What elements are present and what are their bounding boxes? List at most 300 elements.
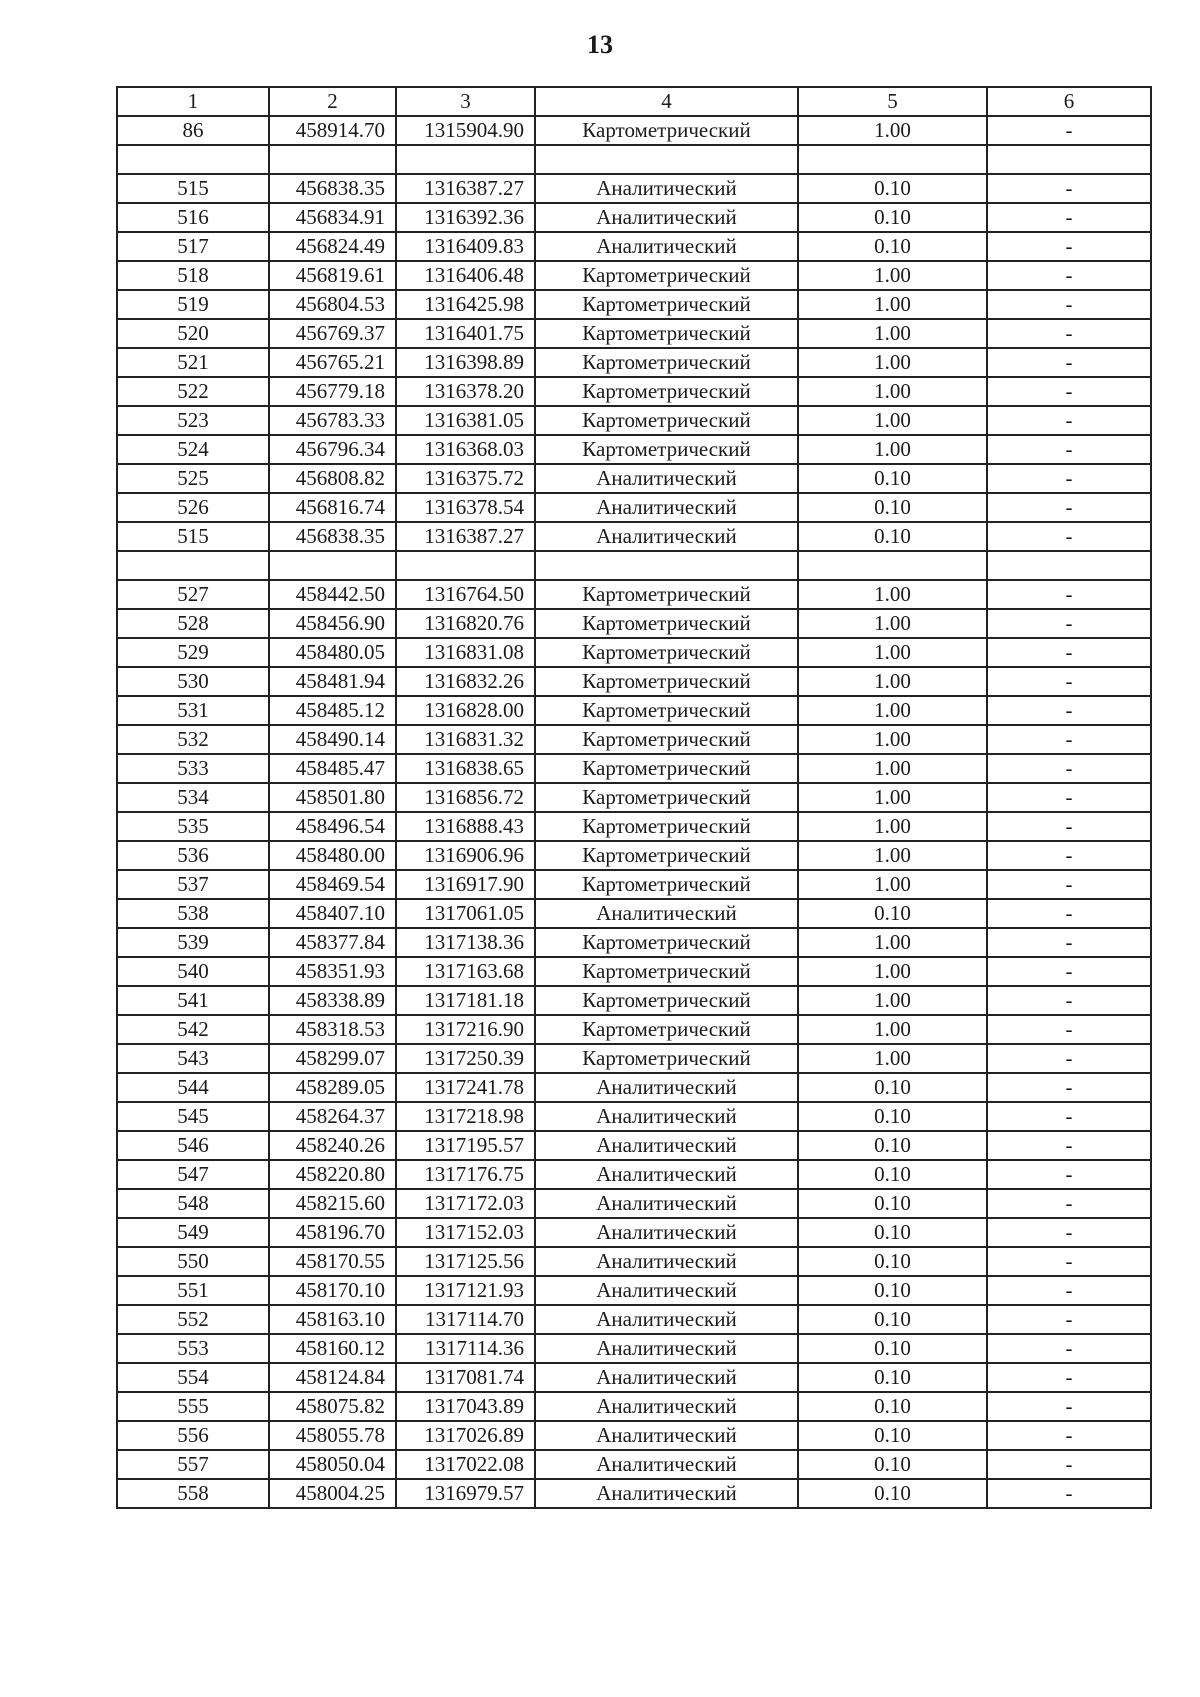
blank-separator-row [117,551,1151,580]
accuracy-cell: 0.10 [798,899,987,928]
page-number: 13 [587,30,613,59]
x-coordinate-cell: 458264.37 [269,1102,396,1131]
y-coordinate-cell: 1316856.72 [396,783,535,812]
x-coordinate-cell: 458481.94 [269,667,396,696]
y-coordinate-cell: 1317250.39 [396,1044,535,1073]
method-cell: Аналитический [535,1392,798,1421]
point-number-cell: 529 [117,638,269,667]
accuracy-cell: 1.00 [798,1015,987,1044]
y-coordinate-cell: 1316381.05 [396,406,535,435]
method-cell: Аналитический [535,1305,798,1334]
y-coordinate-cell: 1316888.43 [396,812,535,841]
point-number-cell: 527 [117,580,269,609]
method-cell: Картометрический [535,261,798,290]
table-row [117,812,1151,841]
method-cell: Картометрический [535,870,798,899]
x-coordinate-cell: 458914.70 [269,116,396,145]
accuracy-cell: 1.00 [798,1044,987,1073]
point-number-cell: 525 [117,464,269,493]
accuracy-cell: 0.10 [798,174,987,203]
y-coordinate-cell: 1316828.00 [396,696,535,725]
method-cell: Аналитический [535,1160,798,1189]
description-cell: - [987,638,1151,667]
method-cell: Картометрический [535,609,798,638]
point-number-cell: 555 [117,1392,269,1421]
method-cell: Картометрический [535,812,798,841]
table-row [117,986,1151,1015]
table-row [117,116,1151,145]
point-number-cell: 553 [117,1334,269,1363]
header-cell: 5 [798,87,987,116]
description-cell: - [987,1421,1151,1450]
accuracy-cell: 1.00 [798,290,987,319]
y-coordinate-cell: 1317114.70 [396,1305,535,1334]
point-number-cell: 540 [117,957,269,986]
table-row [117,522,1151,551]
table-row [117,754,1151,783]
accuracy-cell: 1.00 [798,754,987,783]
accuracy-cell: 1.00 [798,783,987,812]
point-number-cell: 521 [117,348,269,377]
method-cell: Аналитический [535,1131,798,1160]
description-cell: - [987,319,1151,348]
accuracy-cell: 0.10 [798,493,987,522]
table-row [117,319,1151,348]
x-coordinate-cell: 458240.26 [269,1131,396,1160]
y-coordinate-cell: 1317218.98 [396,1102,535,1131]
method-cell: Аналитический [535,1363,798,1392]
description-cell: - [987,1247,1151,1276]
y-coordinate-cell: 1317138.36 [396,928,535,957]
description-cell: - [987,1363,1151,1392]
method-cell: Аналитический [535,464,798,493]
description-cell: - [987,232,1151,261]
accuracy-cell: 1.00 [798,986,987,1015]
y-coordinate-cell: 1316831.32 [396,725,535,754]
method-cell: Картометрический [535,377,798,406]
x-coordinate-cell: 456769.37 [269,319,396,348]
x-coordinate-cell: 456824.49 [269,232,396,261]
method-cell: Картометрический [535,1015,798,1044]
accuracy-cell: 0.10 [798,1305,987,1334]
table-row [117,957,1151,986]
x-coordinate-cell: 456838.35 [269,174,396,203]
point-number-cell: 551 [117,1276,269,1305]
description-cell: - [987,493,1151,522]
y-coordinate-cell: 1316378.20 [396,377,535,406]
point-number-cell: 515 [117,522,269,551]
method-cell: Картометрический [535,319,798,348]
y-coordinate-cell: 1316409.83 [396,232,535,261]
point-number-cell: 533 [117,754,269,783]
point-number-cell: 547 [117,1160,269,1189]
y-coordinate-cell: 1316368.03 [396,435,535,464]
table-row [117,928,1151,957]
table-row [117,174,1151,203]
y-coordinate-cell: 1317241.78 [396,1073,535,1102]
point-number-cell: 552 [117,1305,269,1334]
accuracy-cell: 0.10 [798,1218,987,1247]
point-number-cell: 517 [117,232,269,261]
accuracy-cell: 1.00 [798,580,987,609]
point-number-cell: 537 [117,870,269,899]
description-cell: - [987,870,1151,899]
table-row [117,783,1151,812]
y-coordinate-cell: 1316838.65 [396,754,535,783]
y-coordinate-cell: 1316831.08 [396,638,535,667]
description-cell: - [987,348,1151,377]
description-cell: - [987,203,1151,232]
y-coordinate-cell: 1316387.27 [396,174,535,203]
x-coordinate-cell: 458170.10 [269,1276,396,1305]
table-row [117,1073,1151,1102]
point-number-cell: 530 [117,667,269,696]
description-cell: - [987,464,1151,493]
point-number-cell: 549 [117,1218,269,1247]
x-coordinate-cell: 458215.60 [269,1189,396,1218]
y-coordinate-cell: 1317125.56 [396,1247,535,1276]
description-cell: - [987,406,1151,435]
point-number-cell: 531 [117,696,269,725]
method-cell: Аналитический [535,1218,798,1247]
point-number-cell: 522 [117,377,269,406]
table-row [117,1392,1151,1421]
x-coordinate-cell: 458170.55 [269,1247,396,1276]
point-number-cell: 528 [117,609,269,638]
point-number-cell: 532 [117,725,269,754]
accuracy-cell: 0.10 [798,203,987,232]
method-cell: Аналитический [535,493,798,522]
y-coordinate-cell: 1316917.90 [396,870,535,899]
table-row [117,638,1151,667]
x-coordinate-cell: 456804.53 [269,290,396,319]
x-coordinate-cell: 458496.54 [269,812,396,841]
description-cell: - [987,116,1151,145]
header-row [117,87,1151,116]
accuracy-cell: 0.10 [798,1131,987,1160]
accuracy-cell: 1.00 [798,725,987,754]
accuracy-cell: 0.10 [798,1392,987,1421]
method-cell: Аналитический [535,1073,798,1102]
accuracy-cell: 0.10 [798,1160,987,1189]
x-coordinate-cell: 458351.93 [269,957,396,986]
point-number-cell: 523 [117,406,269,435]
method-cell: Картометрический [535,290,798,319]
y-coordinate-cell: 1316425.98 [396,290,535,319]
description-cell: - [987,1276,1151,1305]
header-cell: 1 [117,87,269,116]
description-cell: - [987,754,1151,783]
x-coordinate-cell: 456765.21 [269,348,396,377]
y-coordinate-cell: 1317172.03 [396,1189,535,1218]
description-cell: - [987,1015,1151,1044]
point-number-cell: 519 [117,290,269,319]
x-coordinate-cell: 456819.61 [269,261,396,290]
description-cell: - [987,783,1151,812]
description-cell: - [987,377,1151,406]
y-coordinate-cell: 1316378.54 [396,493,535,522]
description-cell: - [987,1392,1151,1421]
x-coordinate-cell: 458442.50 [269,580,396,609]
method-cell: Картометрический [535,783,798,812]
description-cell: - [987,609,1151,638]
method-cell: Картометрический [535,667,798,696]
table-row [117,1015,1151,1044]
accuracy-cell: 1.00 [798,319,987,348]
x-coordinate-cell: 458196.70 [269,1218,396,1247]
accuracy-cell: 1.00 [798,696,987,725]
accuracy-cell: 1.00 [798,667,987,696]
method-cell: Аналитический [535,1479,798,1508]
table-row [117,1421,1151,1450]
table-row [117,1189,1151,1218]
accuracy-cell: 0.10 [798,1363,987,1392]
x-coordinate-cell: 458485.12 [269,696,396,725]
table-row [117,841,1151,870]
method-cell: Аналитический [535,174,798,203]
accuracy-cell: 1.00 [798,435,987,464]
x-coordinate-cell [269,145,396,174]
point-number-cell: 557 [117,1450,269,1479]
table-row [117,870,1151,899]
method-cell: Картометрический [535,928,798,957]
method-cell: Картометрический [535,841,798,870]
description-cell [987,551,1151,580]
accuracy-cell: 0.10 [798,1073,987,1102]
x-coordinate-cell: 458456.90 [269,609,396,638]
table-body [117,116,1151,1508]
x-coordinate-cell: 458163.10 [269,1305,396,1334]
description-cell: - [987,435,1151,464]
x-coordinate-cell: 458050.04 [269,1450,396,1479]
description-cell [987,145,1151,174]
y-coordinate-cell: 1317081.74 [396,1363,535,1392]
y-coordinate-cell: 1317176.75 [396,1160,535,1189]
table-row [117,1276,1151,1305]
y-coordinate-cell [396,551,535,580]
method-cell: Картометрический [535,638,798,667]
table-row [117,1305,1151,1334]
header-cell: 6 [987,87,1151,116]
method-cell: Картометрический [535,725,798,754]
y-coordinate-cell: 1317195.57 [396,1131,535,1160]
point-number-cell: 542 [117,1015,269,1044]
table-row [117,464,1151,493]
table-row [117,725,1151,754]
point-number-cell: 545 [117,1102,269,1131]
point-number-cell: 518 [117,261,269,290]
y-coordinate-cell: 1316401.75 [396,319,535,348]
x-coordinate-cell: 458377.84 [269,928,396,957]
table-row [117,290,1151,319]
accuracy-cell: 1.00 [798,348,987,377]
x-coordinate-cell: 458480.05 [269,638,396,667]
description-cell: - [987,1334,1151,1363]
point-number-cell: 539 [117,928,269,957]
accuracy-cell: 0.10 [798,1276,987,1305]
method-cell: Аналитический [535,1102,798,1131]
y-coordinate-cell: 1317121.93 [396,1276,535,1305]
x-coordinate-cell: 458490.14 [269,725,396,754]
x-coordinate-cell: 458004.25 [269,1479,396,1508]
x-coordinate-cell: 458485.47 [269,754,396,783]
accuracy-cell: 1.00 [798,261,987,290]
x-coordinate-cell: 458501.80 [269,783,396,812]
accuracy-cell: 0.10 [798,1479,987,1508]
x-coordinate-cell: 456834.91 [269,203,396,232]
description-cell: - [987,928,1151,957]
point-number-cell [117,145,269,174]
accuracy-cell: 0.10 [798,1450,987,1479]
table-row [117,493,1151,522]
table-row [117,435,1151,464]
description-cell: - [987,1102,1151,1131]
accuracy-cell: 1.00 [798,406,987,435]
description-cell: - [987,522,1151,551]
accuracy-cell: 1.00 [798,812,987,841]
y-coordinate-cell: 1316906.96 [396,841,535,870]
table-row [117,667,1151,696]
description-cell: - [987,986,1151,1015]
description-cell: - [987,580,1151,609]
point-number-cell: 556 [117,1421,269,1450]
description-cell: - [987,1073,1151,1102]
x-coordinate-cell: 456838.35 [269,522,396,551]
x-coordinate-cell: 458318.53 [269,1015,396,1044]
table-row [117,1160,1151,1189]
x-coordinate-cell: 458407.10 [269,899,396,928]
x-coordinate-cell: 456808.82 [269,464,396,493]
description-cell: - [987,1044,1151,1073]
table-row [117,899,1151,928]
x-coordinate-cell: 458480.00 [269,841,396,870]
x-coordinate-cell: 456783.33 [269,406,396,435]
method-cell: Картометрический [535,986,798,1015]
accuracy-cell: 1.00 [798,638,987,667]
point-number-cell: 543 [117,1044,269,1073]
point-number-cell: 524 [117,435,269,464]
header-cell: 4 [535,87,798,116]
point-number-cell: 515 [117,174,269,203]
table-row [117,1479,1151,1508]
accuracy-cell [798,145,987,174]
accuracy-cell: 1.00 [798,870,987,899]
accuracy-cell: 0.10 [798,464,987,493]
method-cell: Аналитический [535,1189,798,1218]
point-number-cell: 554 [117,1363,269,1392]
table-row [117,1044,1151,1073]
table-row [117,1363,1151,1392]
point-number-cell: 536 [117,841,269,870]
point-number-cell: 535 [117,812,269,841]
y-coordinate-cell: 1317152.03 [396,1218,535,1247]
y-coordinate-cell: 1316387.27 [396,522,535,551]
x-coordinate-cell: 458075.82 [269,1392,396,1421]
table-row [117,580,1151,609]
accuracy-cell: 0.10 [798,1102,987,1131]
x-coordinate-cell: 458469.54 [269,870,396,899]
table-row [117,1102,1151,1131]
description-cell: - [987,841,1151,870]
header-cell: 3 [396,87,535,116]
method-cell: Картометрический [535,957,798,986]
description-cell: - [987,725,1151,754]
y-coordinate-cell: 1317181.18 [396,986,535,1015]
point-number-cell: 538 [117,899,269,928]
table-row [117,1131,1151,1160]
y-coordinate-cell: 1317061.05 [396,899,535,928]
method-cell: Аналитический [535,522,798,551]
method-cell: Картометрический [535,696,798,725]
description-cell: - [987,1218,1151,1247]
method-cell: Картометрический [535,348,798,377]
method-cell: Картометрический [535,754,798,783]
accuracy-cell: 0.10 [798,1334,987,1363]
method-cell: Аналитический [535,1247,798,1276]
accuracy-cell: 1.00 [798,609,987,638]
table-row [117,1450,1151,1479]
description-cell: - [987,174,1151,203]
point-number-cell: 558 [117,1479,269,1508]
description-cell: - [987,1131,1151,1160]
blank-separator-row [117,145,1151,174]
description-cell: - [987,667,1151,696]
table-row [117,1247,1151,1276]
point-number-cell: 86 [117,116,269,145]
point-number-cell: 520 [117,319,269,348]
y-coordinate-cell: 1317026.89 [396,1421,535,1450]
method-cell: Картометрический [535,116,798,145]
x-coordinate-cell: 458338.89 [269,986,396,1015]
y-coordinate-cell: 1316375.72 [396,464,535,493]
method-cell: Аналитический [535,203,798,232]
point-number-cell: 548 [117,1189,269,1218]
description-cell: - [987,696,1151,725]
accuracy-cell: 0.10 [798,1189,987,1218]
x-coordinate-cell: 458124.84 [269,1363,396,1392]
y-coordinate-cell: 1316764.50 [396,580,535,609]
table-row [117,1334,1151,1363]
point-number-cell: 546 [117,1131,269,1160]
point-number-cell: 550 [117,1247,269,1276]
point-number-cell: 541 [117,986,269,1015]
header-cell: 2 [269,87,396,116]
table-row [117,203,1151,232]
description-cell: - [987,957,1151,986]
description-cell: - [987,899,1151,928]
method-cell: Аналитический [535,1276,798,1305]
method-cell: Картометрический [535,406,798,435]
y-coordinate-cell: 1316832.26 [396,667,535,696]
accuracy-cell: 1.00 [798,841,987,870]
description-cell: - [987,812,1151,841]
accuracy-cell: 1.00 [798,928,987,957]
accuracy-cell: 1.00 [798,116,987,145]
method-cell: Картометрический [535,580,798,609]
x-coordinate-cell: 458055.78 [269,1421,396,1450]
method-cell [535,551,798,580]
point-number-cell: 534 [117,783,269,812]
y-coordinate-cell: 1317163.68 [396,957,535,986]
x-coordinate-cell: 456816.74 [269,493,396,522]
accuracy-cell: 0.10 [798,232,987,261]
table-row [117,348,1151,377]
accuracy-cell: 0.10 [798,1247,987,1276]
x-coordinate-cell: 456779.18 [269,377,396,406]
description-cell: - [987,1160,1151,1189]
y-coordinate-cell [396,145,535,174]
y-coordinate-cell: 1317022.08 [396,1450,535,1479]
